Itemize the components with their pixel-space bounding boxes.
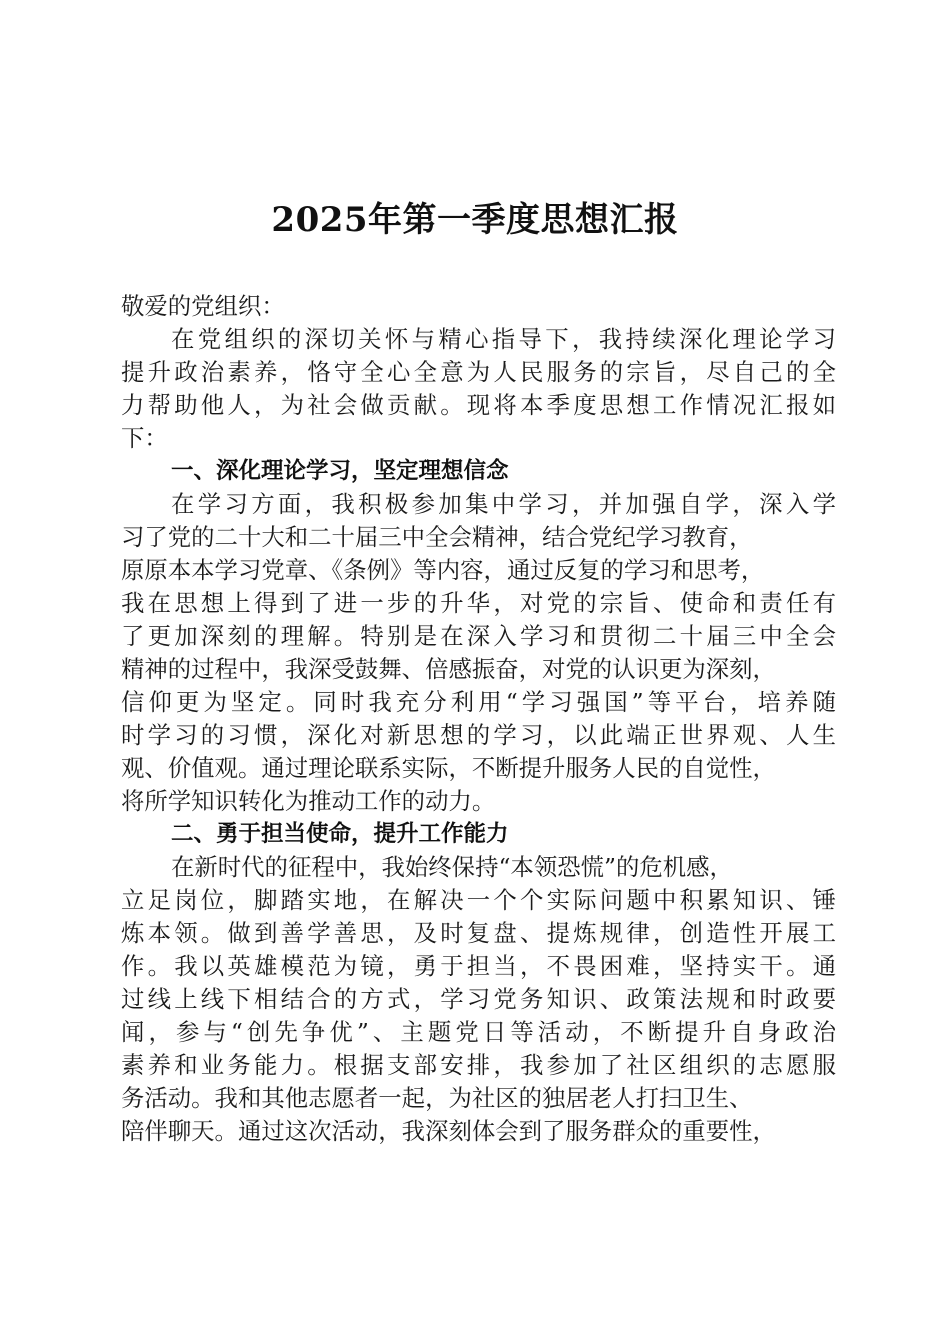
paragraph-line: 陪伴聊天。通过这次活动，我深刻体会到了服务群众的重要性， xyxy=(121,1117,776,1145)
paragraph-line: 过线上线下相结合的方式，学习党务知识、政策法规和时政要 xyxy=(121,985,836,1013)
paragraph-line: 观、价值观。通过理论联系实际，不断提升服务人民的自觉性， xyxy=(121,754,776,782)
document-title: 2025年第一季度思想汇报 xyxy=(271,200,679,240)
paragraph-line: 素养和业务能力。根据支部安排，我参加了社区组织的志愿服 xyxy=(121,1051,836,1079)
paragraph-line: 原原本本学习党章、《条例》等内容，通过反复的学习和思考， xyxy=(121,556,765,584)
paragraph-line: 精神的过程中，我深受鼓舞、倍感振奋，对党的认识更为深刻， xyxy=(121,655,776,683)
intro-line: 提升政治素养，恪守全心全意为人民服务的宗旨，尽自己的全 xyxy=(121,358,836,386)
paragraph-line: 作。我以英雄模范为镜，勇于担当，不畏困难，坚持实干。通 xyxy=(121,952,836,980)
intro-line: 在党组织的深切关怀与精心指导下，我持续深化理论学习 xyxy=(171,325,836,353)
paragraph-line: 炼本领。做到善学善思，及时复盘、提炼规律，创造性开展工 xyxy=(121,919,836,947)
paragraph-line: 时学习的习惯，深化对新思想的学习，以此端正世界观、人生 xyxy=(121,721,836,749)
intro-line: 下： xyxy=(121,424,168,452)
salutation: 敬爱的党组织： xyxy=(121,292,285,320)
intro-line: 力帮助他人，为社会做贡献。现将本季度思想工作情况汇报如 xyxy=(121,391,836,419)
section-heading-2: 二、勇于担当使命，提升工作能力 xyxy=(171,821,509,847)
document-body xyxy=(121,290,836,1148)
paragraph-line: 闻，参与“创先争优”、主题党日等活动，不断提升自身政治 xyxy=(121,1018,836,1046)
paragraph-line: 了更加深刻的理解。特别是在深入学习和贯彻二十届三中全会 xyxy=(121,622,836,650)
paragraph-line: 在学习方面，我积极参加集中学习，并加强自学，深入学 xyxy=(171,490,836,518)
paragraph-line: 务活动。我和其他志愿者一起，为社区的独居老人打扫卫生、 xyxy=(121,1084,753,1112)
paragraph-line: 我在思想上得到了进一步的升华，对党的宗旨、使命和责任有 xyxy=(121,589,836,617)
paragraph-line: 立足岗位，脚踏实地，在解决一个个实际问题中积累知识、锤 xyxy=(121,886,836,914)
paragraph-line: 习了党的二十大和二十届三中全会精神，结合党纪学习教育， xyxy=(121,523,753,551)
paragraph-line: 信仰更为坚定。同时我充分利用“学习强国”等平台，培养随 xyxy=(121,688,836,716)
paragraph-line: 在新时代的征程中，我始终保持“本领恐慌”的危机感， xyxy=(171,853,733,881)
section-heading-1: 一、深化理论学习，坚定理想信念 xyxy=(171,458,509,484)
paragraph-line: 将所学知识转化为推动工作的动力。 xyxy=(121,787,496,815)
